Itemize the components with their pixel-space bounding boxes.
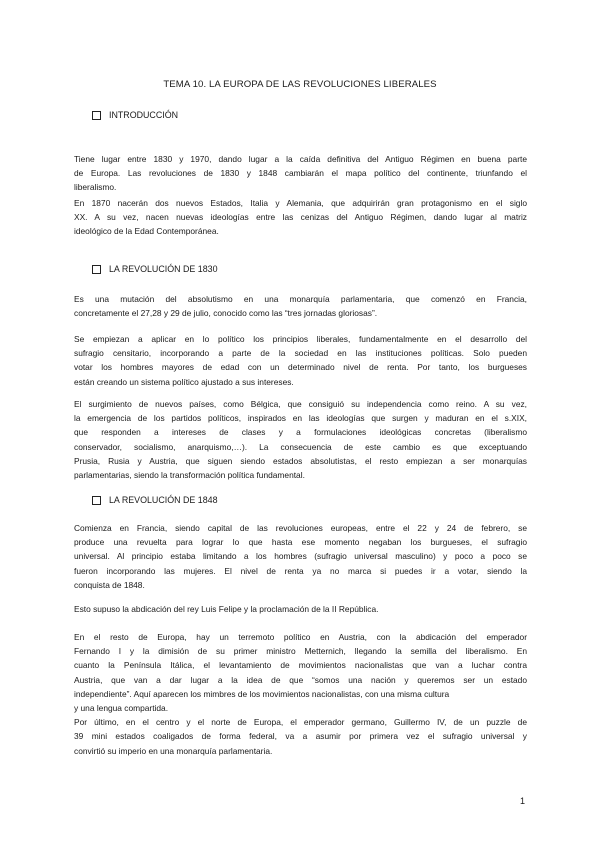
text-line: Es una mutación del absolutismo en una monarquía parlamentaria, que comenzó en Francia, <box>74 294 527 304</box>
text-line: Fernando I y la dimisión de su primer ministro Metternich, llegando la semilla del liberalismo. En <box>74 646 527 657</box>
section-heading-label: LA REVOLUCIÓN DE 1830 <box>109 264 218 274</box>
section-heading-revolucion-1848 <box>92 495 218 505</box>
text-line: Tiene lugar entre 1830 y 1970, dando lugar a la caída definitiva del Antiguo Régimen en buena parte <box>74 154 527 164</box>
paragraph <box>74 292 527 320</box>
paragraph <box>74 152 527 195</box>
text-line: parlamentarias, siendo la transformación política fundamental. <box>74 470 305 481</box>
text-line: En el resto de Europa, hay un terremoto político en Austria, con la abdicación del emperador <box>74 632 527 642</box>
checkbox-bullet-icon <box>92 111 101 120</box>
paragraph <box>74 602 527 616</box>
text-line: En 1870 nacerán dos nuevos Estados, Italia y Alemania, que adquirirán gran protagonismo en el siglo <box>74 198 527 208</box>
text-line: sufragio censitario, incorporando a parte de la sociedad en las instituciones políticas. Solo pueden <box>74 348 527 359</box>
section-heading-label: INTRODUCCIÓN <box>109 110 179 120</box>
text-line: Esto supuso la abdicación del rey Luis Felipe y la proclamación de la II República. <box>74 604 379 614</box>
text-line: 39 mini estados coaligados de forma federal, va a asumir por primera vez el sufragio universal y <box>74 731 527 742</box>
text-line: Comienza en Francia, siendo capital de las revoluciones europeas, entre el 22 y 24 de febrero, se <box>74 523 527 533</box>
paragraph <box>74 521 527 592</box>
text-line: fueron incorporando las mujeres. El nivel de renta ya no marca si puedes ir a votar, siendo la <box>74 565 527 576</box>
text-line: y una lengua compartida. <box>74 703 169 714</box>
section-heading-introduccion <box>92 110 178 120</box>
text-line: votar los hombres mayores de edad con un determinado nivel de renta. Por tanto, los burgueses <box>74 362 527 373</box>
text-line: ideológico de la Edad Contemporánea. <box>74 226 219 237</box>
text-line: concretamente el 27,28 y 29 de julio, conocido como las “tres jornadas gloriosas”. <box>74 308 378 319</box>
text-line: El surgimiento de nuevos países, como Bélgica, que consiguió su independencia como reino. A su vez, <box>74 399 527 409</box>
text-line: de Europa. Las revoluciones de 1830 y 1848 cambiarán el mapa político del continente, triunfando el <box>74 168 527 179</box>
text-line: conquista de 1848. <box>74 579 145 590</box>
text-line: Se empiezan a aplicar en lo político los principios liberales, fundamentalmente en el desarrollo del <box>74 334 527 344</box>
paragraph <box>74 397 527 482</box>
paragraph <box>74 630 527 758</box>
text-line: la emergencia de los partidos políticos, inspirados en las ideologías que surgen y maduran en el s.XIX, <box>74 413 527 424</box>
text-line: Prusia, Rusia y Austria, que siguen siendo estados absolutistas, el resto empiezan a ser monarquías <box>74 455 527 466</box>
text-line: universal. Al principio estaba limitando a los hombres (sufragio universal masculino) y poco a poco se <box>74 551 527 562</box>
text-line: independiente”. Aquí aparecen los mimbres de los movimientos nacionalistas, con una misma cultura <box>74 688 450 699</box>
text-line: liberalismo. <box>74 182 117 193</box>
checkbox-bullet-icon <box>92 496 101 505</box>
text-line: produce una revuelta para lograr lo que hasta ese momento negaban los burgueses, el sufragio <box>74 537 527 548</box>
checkbox-bullet-icon <box>92 265 101 274</box>
paragraph <box>74 332 527 389</box>
text-line: que responden a intereses de clases y a formulaciones ideológicas concretas (liberalismo <box>74 427 527 438</box>
text-line: están creando un sistema político ajustado a sus intereses. <box>74 376 294 387</box>
text-line: XX. A su vez, nacen nuevas ideologías entre las cenizas del Antiguo Régimen, dando lugar al matriz <box>74 212 527 223</box>
paragraph <box>74 196 527 239</box>
text-line: Por último, en el centro y el norte de Europa, el emperador germano, Guillermo IV, de un puzzle de <box>74 717 527 728</box>
text-line: convirtió su imperio en una monarquía parlamentaria. <box>74 745 273 756</box>
text-line: Austria, que van a dar lugar a la idea de que “somos una nación y queremos ser un estado <box>74 674 527 685</box>
page-title: TEMA 10. LA EUROPA DE LAS REVOLUCIONES LIBERALES <box>163 79 437 90</box>
text-line: cuanto la Península Itálica, el levantamiento de movimientos nacionalistas que van a luchar contra <box>74 660 527 671</box>
section-heading-label: LA REVOLUCIÓN DE 1848 <box>109 495 218 505</box>
text-line: conservador, socialismo, anarquismo,…). La consecuencia de este cambio es que exceptuando <box>74 441 527 452</box>
page-number: 1 <box>520 796 526 806</box>
section-heading-revolucion-1830 <box>92 264 218 274</box>
